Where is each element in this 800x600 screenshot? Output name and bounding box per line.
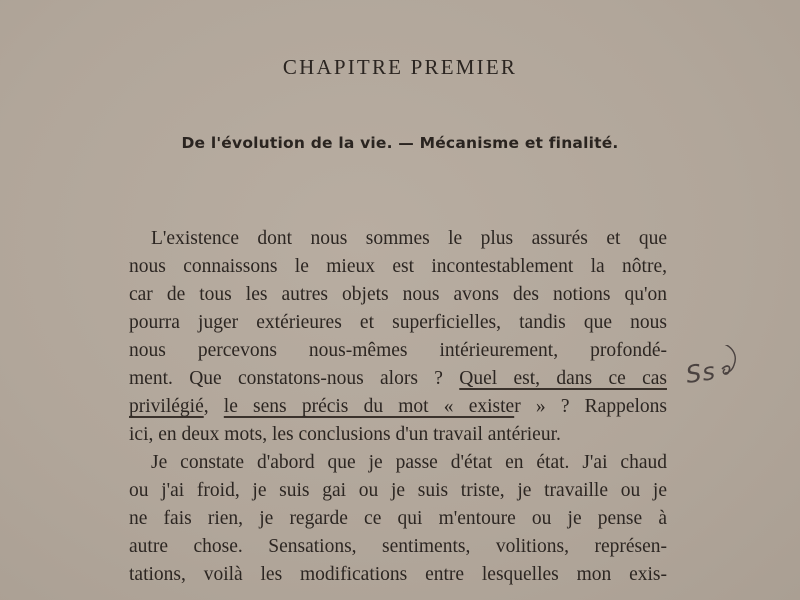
paragraph-2-line-2: ou j'ai froid, je suis gai ou je suis triste, je travaille ou je (129, 480, 667, 501)
line-6-text: ment. Que constatons-nous alors ? (129, 368, 460, 389)
paragraph-2-line-5: tations, voilà les modifications entre lesquelles mon exis- (129, 564, 667, 585)
underlined-phrase: Quel est, dans ce cas (459, 368, 667, 389)
paragraph-1-line-1: L'existence dont nous sommes le plus assurés et que (151, 228, 667, 249)
paragraph-2-line-3: ne fais rien, je regarde ce qui m'entoure ou je pense à (129, 508, 667, 529)
margin-annotation-text: Ss (684, 357, 718, 389)
line-7-text: » ? Rappelons (520, 396, 667, 417)
underlined-phrase: le sens précis du mot « existe (223, 396, 515, 417)
line-7-comma: , (203, 396, 224, 417)
paragraph-2-line-1: Je constate d'abord que je passe d'état en état. J'ai chaud (151, 452, 667, 473)
line-7-letter: r (514, 396, 521, 417)
paragraph-1-line-5: nous percevons nous-mêmes intérieurement, profondé- (129, 340, 667, 361)
paragraph-1-line-8: ici, en deux mots, les conclusions d'un travail antérieur. (129, 424, 561, 445)
chapter-subtitle: De l'évolution de la vie. — Mécanisme et finalité. (181, 134, 619, 152)
paragraph-1-line-2: nous connaissons le mieux est incontestablement la nôtre, (129, 256, 667, 277)
underlined-word: privilégié (129, 396, 204, 417)
paragraph-1-line-4: pourra juger extérieures et superficielles, tandis que nous (129, 312, 667, 333)
chapter-title: CHAPITRE PREMIER (282, 55, 518, 79)
paragraph-1-line-6 (129, 365, 667, 393)
paragraph-1-line-3: car de tous les autres objets nous avons des notions qu'on (129, 284, 667, 305)
paragraph-1-line-7 (129, 393, 667, 421)
paragraph-2-line-4: autre chose. Sensations, sentiments, volitions, représen- (129, 536, 667, 557)
pencil-margin-annotation (684, 345, 764, 395)
